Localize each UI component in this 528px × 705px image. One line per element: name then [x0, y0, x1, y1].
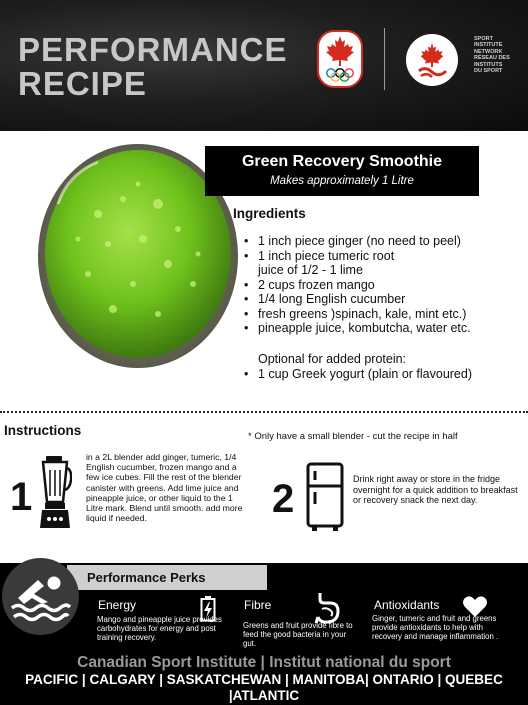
- header-divider: [384, 28, 385, 90]
- ingredient-item: • pineapple juice, kombutcha, water etc.: [244, 321, 526, 336]
- ingredient-item: • 1/4 long English cucumber: [244, 292, 526, 307]
- ingredient-item: • 1 inch piece tumeric root: [244, 249, 526, 264]
- footer-institute-name: Canadian Sport Institute | Institut national du sport: [77, 654, 451, 671]
- csi-text-line: NETWORK: [474, 48, 503, 55]
- swimmer-badge: [2, 558, 79, 635]
- csi-text-line: INSTITUTE: [474, 42, 503, 49]
- perk-fibre-title: Fibre: [244, 598, 272, 612]
- step-1-text: in a 2L blender add ginger, tumeric, 1/4 English cucumber, frozen mango and a few ice cubes. Fill the rest of the blender canister with greens. Add lime juice and pineapple juice, or other liquid to the 1 Litre mark. Blend until smooth. add more liquid if needed.: [86, 452, 243, 524]
- ingredient-item: juice of 1/2 - 1 lime: [258, 263, 363, 277]
- perks-heading: Performance Perks: [87, 570, 206, 585]
- step-2-number: 2: [272, 477, 295, 521]
- recipe-title-bar: [205, 146, 479, 196]
- small-blender-note: * Only have a small blender - cut the recipe in half: [248, 431, 458, 442]
- recipe-yield: Makes approximately 1 Litre: [270, 175, 414, 187]
- ingredients-heading: Ingredients: [233, 206, 306, 221]
- ingredient-item: • fresh greens )spinach, kale, mint etc.): [244, 307, 526, 322]
- perk-energy-text: Mango and pineapple juice provides carbohydrates for energy and post training recovery.: [97, 615, 222, 642]
- sport-institute-network-text: [474, 36, 526, 74]
- instructions-heading: Instructions: [4, 423, 82, 438]
- perk-antioxidants-text: Ginger, tumeric and fruit and greens provide antioxidants to help with recovery and manage inflammation .: [372, 614, 499, 641]
- footer-locations: PACIFIC | CALGARY | SASKATCHEWAN | MANITOBA| ONTARIO | QUEBEC |ATLANTIC: [25, 672, 503, 703]
- ingredient-item: • 2 cups frozen mango: [244, 278, 526, 293]
- header-banner: [0, 0, 528, 131]
- ingredient-item: • 1 inch piece ginger (no need to peel): [244, 234, 526, 249]
- csi-text-line: RÉSEAU DES: [474, 55, 510, 62]
- step-2-text: Drink right away or store in the fridge overnight for a quick addition to breakfast or recovery snack the next day.: [353, 474, 518, 505]
- perk-antioxidants-title: Antioxidants: [374, 598, 440, 612]
- csi-text-line: INSTITUTS: [474, 61, 503, 68]
- swimmer-icon: [2, 558, 79, 635]
- section-divider: [0, 411, 528, 413]
- optional-protein-heading: Optional for added protein:: [258, 352, 407, 366]
- csi-text-line: SPORT: [474, 36, 493, 42]
- canadian-olympic-committee-logo: [317, 30, 363, 88]
- ingredients-list: [244, 234, 526, 336]
- title-line-2: RECIPE: [18, 65, 147, 102]
- title-line-1: PERFORMANCE: [18, 31, 288, 68]
- step-1-number: 1: [10, 475, 33, 519]
- page-title: [18, 33, 288, 101]
- perk-energy-title: Energy: [98, 598, 137, 612]
- blender-icon: [38, 456, 72, 530]
- optional-ingredients-list: [244, 367, 526, 382]
- fridge-icon: [306, 462, 344, 532]
- stomach-icon: [312, 591, 342, 625]
- recipe-title: Green Recovery Smoothie: [241, 153, 443, 170]
- optional-ingredient-item: • 1 cup Greek yogurt (plain or flavoured): [244, 367, 526, 382]
- sport-institute-network-logo: [405, 33, 459, 87]
- csi-text-line: DU SPORT: [474, 68, 503, 75]
- perk-fibre-text: Greens and fruit provide fibre to feed the good bacteria in your gut.: [243, 621, 353, 648]
